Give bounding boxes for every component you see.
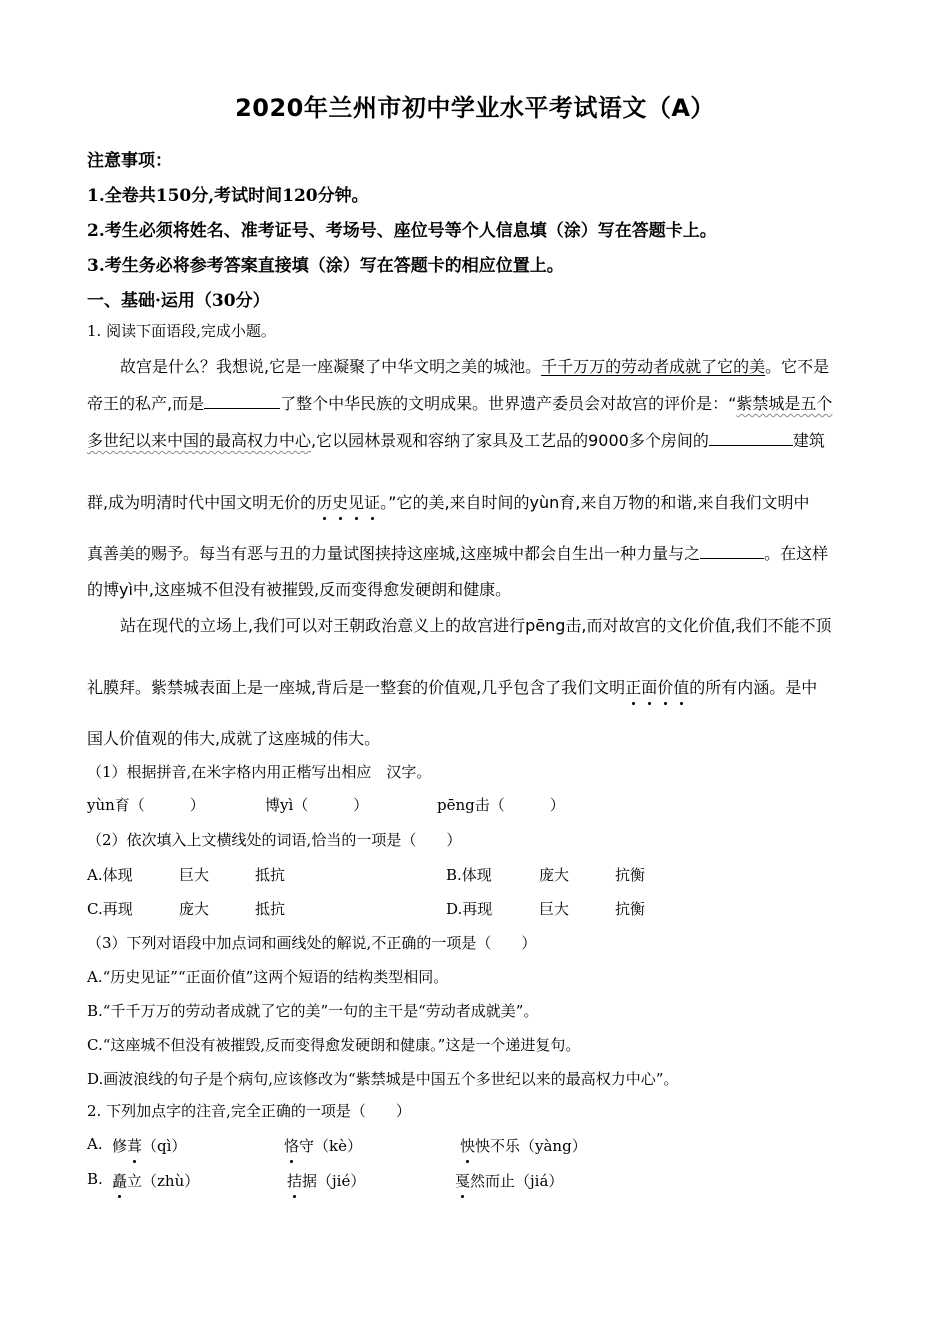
passage-line-3: 多世纪以来中国的最高权力中心,它以园林景观和容纳了家具及工艺品的9000多个房间的 建筑 bbox=[87, 428, 825, 451]
passage-line-6: 的博yì中,这座城不但没有被摧毁,反而变得愈发硬朗和健康。 bbox=[87, 580, 512, 599]
subquestion-3-option-c: C.“这座城不但没有被摧毁,反而变得愈发硬朗和健康。”这是一个递进复句。 bbox=[87, 1036, 581, 1054]
dotted-char: 拮 bbox=[287, 1172, 303, 1190]
subquestion-3-option-d: D.画波浪线的句子是个病句,应该修改为“紫禁城是中国五个多世纪以来的最高权力中心”。 bbox=[87, 1070, 679, 1088]
dotted-char: 葺 bbox=[127, 1137, 143, 1155]
question-2-option-a: A. 修葺（qì） 恪守（kè） 怏怏不乐（yàng） bbox=[87, 1135, 587, 1155]
note-item-3: 3.考生务必将参考答案直接填（涂）写在答题卡的相应位置上。 bbox=[87, 256, 564, 276]
option-b: B.体现 bbox=[446, 866, 492, 884]
section-heading: 一、基础·运用（30分） bbox=[87, 291, 270, 311]
subquestion-2-row-2: C.再现 庞大 抵抗 D.再现 巨大 抗衡 bbox=[87, 900, 646, 918]
subquestion-3-option-b: B.“千千万万的劳动者成就了它的美”一句的主干是“劳动者成就美”。 bbox=[87, 1002, 539, 1020]
wavy-sentence-part-2: 多世纪以来中国的最高权力中心 bbox=[87, 431, 312, 450]
subquestion-2-row-1: A.体现 巨大 抵抗 B.体现 庞大 抗衡 bbox=[87, 866, 646, 884]
dotted-phrase-lishijianzheng: 历史见证 bbox=[316, 493, 380, 512]
underlined-sentence: 千千万万的劳动者成就了它的美 bbox=[541, 357, 766, 376]
option-d: D.再现 bbox=[446, 900, 493, 918]
passage-line-7: 站在现代的立场上,我们可以对王朝政治意义上的故宫进行pēng击,而对故宫的文化价值,我们不能不顶 bbox=[120, 616, 832, 635]
passage-line-1: 故宫是什么？我想说,它是一座凝聚了中华文明之美的城池。千千万万的劳动者成就了它的美。它不是 bbox=[120, 357, 830, 376]
passage-line-8: 礼膜拜。紫禁城表面上是一座城,背后是一整套的价值观,几乎包含了我们文明正面价值的所有内涵。是中 bbox=[87, 675, 817, 698]
fill-blank-2 bbox=[709, 428, 793, 446]
passage-line-2: 帝王的私产,而是 了整个中华民族的文明成果。世界遗产委员会对故宫的评价是：“紫禁城是五个 bbox=[87, 391, 832, 414]
note-item-1: 1.全卷共150分,考试时间120分钟。 bbox=[87, 186, 369, 206]
passage-line-4: 群,成为明清时代中国文明无价的历史见证。”它的美,来自时间的yùn育,来自万物的和谐,来自我们文明中 bbox=[87, 490, 809, 513]
subquestion-2-stem: （2）依次填入上文横线处的词语,恰当的一项是（ ） bbox=[87, 831, 462, 849]
passage-line-5: 真善美的赐予。每当有恶与丑的力量试图挟持这座城,这座城中都会自生出一种力量与之 。在这样 bbox=[87, 541, 828, 564]
fill-blank-3 bbox=[700, 541, 764, 559]
subquestion-1-stem: （1）根据拼音,在米字格内用正楷写出相应 汉字。 bbox=[87, 763, 432, 781]
pinyin-item-peng: pēng击（ ） bbox=[437, 796, 565, 814]
passage-line-9: 国人价值观的伟大,成就了这座城的伟大。 bbox=[87, 729, 381, 748]
dotted-char: 怏 bbox=[460, 1137, 476, 1155]
question-2-stem: 2. 下列加点字的注音,完全正确的一项是（ ） bbox=[87, 1102, 411, 1120]
question-2-option-b: B. 矗立（zhù） 拮据（jié） 戛然而止（jiá） bbox=[87, 1170, 564, 1190]
subquestion-3-option-a: A.“历史见证”“正面价值”这两个短语的结构类型相同。 bbox=[87, 968, 449, 986]
dotted-char: 戛 bbox=[455, 1172, 471, 1190]
note-item-2: 2.考生必须将姓名、准考证号、考场号、座位号等个人信息填（涂）写在答题卡上。 bbox=[87, 221, 717, 241]
subquestion-1-items bbox=[87, 794, 587, 816]
subquestion-3-stem: （3）下列对语段中加点词和画线处的解说,不正确的一项是（ ） bbox=[87, 934, 537, 952]
dotted-phrase-zhengmianjiazhi: 正面价值 bbox=[625, 678, 689, 697]
exam-title: 2020年兰州市初中学业水平考试语文（A） bbox=[235, 94, 715, 122]
pinyin-item-yi: 博yì（ ） bbox=[265, 796, 369, 814]
pinyin-item-yun: yùn育（ ） bbox=[87, 796, 205, 814]
fill-blank-1 bbox=[204, 391, 280, 409]
dotted-char: 恪 bbox=[284, 1137, 300, 1155]
question-1-stem: 1. 阅读下面语段,完成小题。 bbox=[87, 322, 276, 340]
dotted-char: 矗 bbox=[112, 1172, 128, 1190]
option-c: C.再现 bbox=[87, 900, 133, 918]
option-a: A.体现 bbox=[87, 866, 133, 884]
wavy-sentence-part-1: 紫禁城是五个 bbox=[736, 394, 833, 413]
notes-heading: 注意事项： bbox=[87, 151, 172, 171]
